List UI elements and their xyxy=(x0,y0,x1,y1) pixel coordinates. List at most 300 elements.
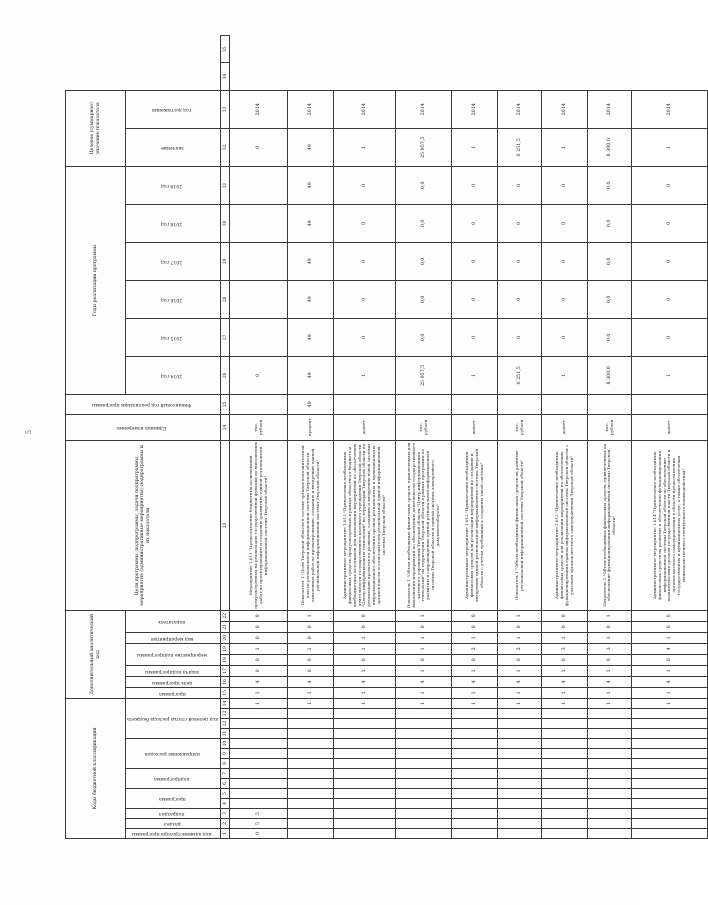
code-cell: 1 xyxy=(632,698,708,708)
code-cell: 0 xyxy=(230,829,288,839)
year-value-cell xyxy=(230,166,288,204)
razdel-header: раздел xyxy=(126,819,221,829)
code-cell xyxy=(396,769,452,779)
code-cell: 1 xyxy=(588,687,632,698)
table-row xyxy=(588,36,632,839)
year-value-cell: 0 xyxy=(334,166,396,204)
code-cell: 1 xyxy=(396,610,452,621)
code-cell: 0 xyxy=(334,621,396,632)
column-number: 7 xyxy=(221,769,230,779)
code-cell: 1 xyxy=(452,632,498,643)
mto-type-header: вид мероприятия xyxy=(126,632,221,643)
code-cell: 0 xyxy=(632,654,708,665)
code-cell xyxy=(542,779,588,789)
code-cell: 1 xyxy=(288,698,334,708)
code-cell xyxy=(452,749,498,759)
code-cell: 0 xyxy=(498,654,542,665)
unit-cell: да/нет xyxy=(542,414,588,440)
year-value-cell: 0,0 xyxy=(588,242,632,280)
year-value-cell: 0 xyxy=(542,280,588,318)
code-cell: 3 xyxy=(542,643,588,654)
year-value-cell: 0 xyxy=(452,166,498,204)
year-value-cell: 1 xyxy=(452,356,498,394)
code-cell xyxy=(288,829,334,839)
code-cell xyxy=(588,809,632,819)
final-value-cell: 8 300,0 xyxy=(588,128,632,166)
year-value-cell: 0 xyxy=(334,280,396,318)
code-cell xyxy=(396,749,452,759)
code-cell: 1 xyxy=(498,665,542,676)
final-value-cell: 6 251,5 xyxy=(498,128,542,166)
code-cell: 1 xyxy=(334,698,396,708)
code-cell xyxy=(542,739,588,749)
code-cell xyxy=(452,789,498,799)
code-cell xyxy=(588,799,632,809)
code-cell: 1 xyxy=(334,665,396,676)
code-cell xyxy=(498,749,542,759)
code-cell xyxy=(334,729,396,739)
year-value-cell: 0 xyxy=(542,318,588,356)
code-cell: 4 xyxy=(452,676,498,687)
code-cell: 0 xyxy=(288,621,334,632)
column-number: 3 xyxy=(221,809,230,819)
code-cell xyxy=(452,829,498,839)
year-2016-header: 2016 год xyxy=(126,280,221,318)
code-cell xyxy=(288,769,334,779)
unit-cell: тыс. рублей xyxy=(588,414,632,440)
year-value-cell: 0 xyxy=(452,242,498,280)
column-number: 2 xyxy=(221,819,230,829)
code-cell: 1 xyxy=(334,643,396,654)
year-value-cell: 0,0 xyxy=(588,166,632,204)
year-value-cell: 0 xyxy=(498,280,542,318)
goal-description: Показатель 1 "Объем необходимых финансовых средств, привлеченных на обеспечение функционирования информационной системы Тверской области" xyxy=(588,440,632,610)
final-year-cell: 2014 xyxy=(588,90,632,128)
code-cell: 1 xyxy=(396,643,452,654)
year-value-cell: 49 xyxy=(288,280,334,318)
code-cell xyxy=(288,809,334,819)
table-row xyxy=(452,36,498,839)
column-number: 30 xyxy=(221,204,230,242)
unit-cell: да/нет xyxy=(334,414,396,440)
code-cell: 1 xyxy=(452,687,498,698)
code-cell xyxy=(396,789,452,799)
code-cell xyxy=(288,759,334,769)
column-number: 22 xyxy=(221,610,230,621)
code-cell xyxy=(230,799,288,809)
year-value-cell: 1 xyxy=(542,356,588,394)
code-cell xyxy=(498,719,542,729)
column-number: 21 xyxy=(221,621,230,632)
code-cell: 1 xyxy=(288,610,334,621)
table-row xyxy=(632,36,708,839)
code-cell xyxy=(542,719,588,729)
year-value-cell: 0,0 xyxy=(588,280,632,318)
column-number: 10 xyxy=(221,739,230,749)
code-cell: 4 xyxy=(632,643,708,654)
code-cell: 1 xyxy=(230,698,288,708)
year-value-cell: 1 xyxy=(632,356,708,394)
code-cell xyxy=(334,769,396,779)
code-cell xyxy=(498,829,542,839)
cs-program-header: программа xyxy=(126,789,221,809)
code-cell xyxy=(588,739,632,749)
unit-cell: тыс. рублей xyxy=(230,414,288,440)
code-cell: 1 xyxy=(588,610,632,621)
code-cell xyxy=(632,829,708,839)
column-number: 14 xyxy=(221,698,230,708)
year-value-cell: 0 xyxy=(498,204,542,242)
code-cell: 4 xyxy=(632,676,708,687)
year-value-cell: 0 xyxy=(542,166,588,204)
code-cell xyxy=(334,799,396,809)
program-indicators-table xyxy=(65,35,708,839)
code-cell: 4 xyxy=(230,676,288,687)
year-value-cell: 0 xyxy=(632,280,708,318)
code-cell xyxy=(588,779,632,789)
column-number: 6 xyxy=(221,779,230,789)
code-cell: 1 xyxy=(542,665,588,676)
table-row xyxy=(396,36,452,839)
podrazdel-header: подраздел xyxy=(126,809,221,819)
year-value-cell: 0 xyxy=(334,242,396,280)
code-cell: 1 xyxy=(452,698,498,708)
code-cell xyxy=(542,819,588,829)
code-cell xyxy=(396,709,452,719)
code-cell: 0 xyxy=(498,621,542,632)
year-value-cell: 49 xyxy=(288,356,334,394)
goal-description: Показатель 1 "Объем необходимых финансовых средств на развитие региональной информационной системы Тверской области" xyxy=(498,440,542,610)
table-row xyxy=(334,36,396,839)
final-value-cell: 0 xyxy=(230,128,288,166)
mto-program-header: программа xyxy=(126,687,221,698)
code-cell xyxy=(498,709,542,719)
code-cell xyxy=(288,749,334,759)
final-value-cell: 49 xyxy=(288,128,334,166)
final-year-cell: 2014 xyxy=(542,90,588,128)
unit-cell: да/нет xyxy=(452,414,498,440)
year-value-cell: 0,0 xyxy=(396,204,452,242)
code-cell: 0 xyxy=(288,632,334,643)
code-cell: 1 xyxy=(334,687,396,698)
code-cell xyxy=(542,759,588,769)
code-cell xyxy=(230,709,288,719)
code-cell xyxy=(498,819,542,829)
column-number: 12 xyxy=(221,719,230,729)
code-cell: 1 xyxy=(288,643,334,654)
code-cell: 1 xyxy=(498,687,542,698)
code-cell xyxy=(542,809,588,819)
goal-description: Мероприятие 1.011 "Предоставление бюджетных ассигнований предусмотренных на реализацию государственной функции по выполнению работ по проектированию и созданию (развитию) единой региональной информационной системы Тверской области" xyxy=(230,440,288,610)
final-year-cell: 2014 xyxy=(288,90,334,128)
code-cell xyxy=(396,759,452,769)
column-number: 32 xyxy=(221,128,230,166)
column-number: 4 xyxy=(221,799,230,809)
code-cell xyxy=(334,809,396,819)
code-cell xyxy=(632,779,708,789)
code-cell xyxy=(498,769,542,779)
code-cell xyxy=(288,719,334,729)
admin-code-header: код администратора программы xyxy=(126,829,221,839)
code-cell: 0 xyxy=(632,621,708,632)
year-value-cell: 8 300,0 xyxy=(588,356,632,394)
code-cell: 0 xyxy=(542,621,588,632)
code-cell xyxy=(632,729,708,739)
year-value-cell: 0 xyxy=(498,318,542,356)
mto-task-sub-header: задача подпрограммы xyxy=(126,665,221,676)
column-number: 15 xyxy=(221,687,230,698)
year-value-cell: 0 xyxy=(452,280,498,318)
column-number: 17 xyxy=(221,665,230,676)
code-cell xyxy=(498,759,542,769)
year-value-cell: 6 251,5 xyxy=(498,356,542,394)
year-value-cell: 49 xyxy=(288,204,334,242)
code-cell xyxy=(288,779,334,789)
code-cell xyxy=(230,719,288,729)
code-cell: 4 xyxy=(396,676,452,687)
year-value-cell xyxy=(230,242,288,280)
code-cell xyxy=(334,789,396,799)
year-value-cell: 49 xyxy=(288,318,334,356)
code-cell: 1 xyxy=(588,698,632,708)
code-cell xyxy=(396,829,452,839)
column-number: 8 xyxy=(221,759,230,769)
code-cell: 3 xyxy=(588,643,632,654)
column-number: 24 xyxy=(221,414,230,440)
year-value-cell xyxy=(230,280,288,318)
code-cell: 1 xyxy=(230,687,288,698)
code-cell xyxy=(396,779,452,789)
year-value-cell: 0 xyxy=(452,318,498,356)
year-value-cell: 0,0 xyxy=(396,166,452,204)
code-cell: 5 xyxy=(230,809,288,819)
table-row xyxy=(542,36,588,839)
code-cell: 1 xyxy=(396,632,452,643)
column-number: 26 xyxy=(221,356,230,394)
code-cell: 0 xyxy=(396,654,452,665)
code-cell xyxy=(498,809,542,819)
code-cell: 1 xyxy=(632,665,708,676)
column-number: 16 xyxy=(221,676,230,687)
cs-direction-header: направление расходов xyxy=(126,739,221,769)
column-number: 34 xyxy=(221,63,230,90)
year-value-cell: 0 xyxy=(632,204,708,242)
code-cell: 0 xyxy=(288,654,334,665)
code-cell xyxy=(452,739,498,749)
code-cell xyxy=(230,789,288,799)
code-cell: 0 xyxy=(588,654,632,665)
year-value-cell: 0 xyxy=(230,356,288,394)
final-value-cell: 25 957,5 xyxy=(396,128,452,166)
code-cell xyxy=(334,749,396,759)
final-value-header: Целевое (суммарное) значение показателя xyxy=(66,90,126,166)
code-cell xyxy=(498,779,542,789)
code-cell xyxy=(588,729,632,739)
code-cell xyxy=(334,819,396,829)
code-cell xyxy=(288,729,334,739)
year-value-cell: 1 xyxy=(334,356,396,394)
code-cell: 1 xyxy=(588,665,632,676)
year-value-cell: 0 xyxy=(452,204,498,242)
cs-subprogram-header: подпрограмма xyxy=(126,769,221,789)
code-cell xyxy=(230,769,288,779)
column-number: 35 xyxy=(221,36,230,63)
code-cell: 1 xyxy=(632,632,708,643)
code-cell xyxy=(334,759,396,769)
final-year-subheader: год достижения xyxy=(126,90,221,128)
code-cell xyxy=(632,739,708,749)
final-year-cell: 2014 xyxy=(632,90,708,128)
column-number: 13 xyxy=(221,709,230,719)
code-cell xyxy=(452,819,498,829)
code-cell xyxy=(396,729,452,739)
year-value-cell: 25 957,5 xyxy=(396,356,452,394)
goal-description: Административное мероприятие 1.013 "Привлечение необходимых финансовых средств для реализации мероприятий по обеспечению функционирования единой информационной системы Тверской области с участием органов местного самоуправления Тверской области" xyxy=(542,440,588,610)
year-value-cell: 0 xyxy=(498,166,542,204)
code-cell xyxy=(288,709,334,719)
code-cell: 0 xyxy=(632,610,708,621)
code-cell: 0 xyxy=(230,610,288,621)
code-cell: 1 xyxy=(230,643,288,654)
column-number: 31 xyxy=(221,166,230,204)
column-number: 29 xyxy=(221,242,230,280)
code-cell: 1 xyxy=(396,687,452,698)
final-year-cell: 2014 xyxy=(334,90,396,128)
code-cell xyxy=(396,739,452,749)
final-year-cell: 2014 xyxy=(498,90,542,128)
column-number: 5 xyxy=(221,789,230,799)
year-2014-header: 2014 год xyxy=(126,356,221,394)
final-year-cell: 2014 xyxy=(452,90,498,128)
year-value-cell: 0,0 xyxy=(588,204,632,242)
code-cell xyxy=(542,829,588,839)
code-cell: 1 xyxy=(542,687,588,698)
year-value-cell: 0 xyxy=(334,318,396,356)
finance-year-cell: 49 xyxy=(288,394,334,414)
code-cell: 0 xyxy=(542,654,588,665)
year-2018-header: 2018 год xyxy=(126,204,221,242)
finance-year-cell xyxy=(452,394,498,414)
code-cell xyxy=(588,829,632,839)
code-cell xyxy=(396,799,452,809)
code-cell: 0 xyxy=(230,621,288,632)
code-cell xyxy=(452,799,498,809)
final-value-cell: 1 xyxy=(542,128,588,166)
code-cell xyxy=(632,809,708,819)
budget-codes-header: Коды бюджетной классификации xyxy=(66,698,126,838)
finance-year-cell xyxy=(230,394,288,414)
finance-year-cell xyxy=(334,394,396,414)
code-cell xyxy=(452,759,498,769)
final-value-subheader: значение xyxy=(126,128,221,166)
final-year-cell: 2014 xyxy=(230,90,288,128)
year-value-cell xyxy=(230,204,288,242)
code-cell xyxy=(396,809,452,819)
unit-header: Единица измерения xyxy=(66,414,221,440)
code-cell xyxy=(542,729,588,739)
final-value-cell: 1 xyxy=(452,128,498,166)
final-year-cell: 2014 xyxy=(396,90,452,128)
finance-year-header: Финансовый год реализации программы xyxy=(66,394,221,414)
code-cell: 4 xyxy=(588,676,632,687)
code-cell xyxy=(334,739,396,749)
code-cell xyxy=(632,799,708,809)
finance-year-cell xyxy=(396,394,452,414)
code-cell xyxy=(230,759,288,769)
code-cell: 1 xyxy=(396,665,452,676)
code-cell: 0 xyxy=(452,654,498,665)
column-number: 9 xyxy=(221,749,230,759)
year-value-cell: 0,0 xyxy=(588,318,632,356)
final-value-cell: 1 xyxy=(632,128,708,166)
mto-code-header: показатель xyxy=(126,610,221,632)
year-2017-header: 2017 год xyxy=(126,242,221,280)
code-cell: 2 xyxy=(498,643,542,654)
code-cell xyxy=(632,749,708,759)
code-cell xyxy=(588,759,632,769)
code-cell: 1 xyxy=(288,687,334,698)
code-cell xyxy=(498,799,542,809)
column-number: 28 xyxy=(221,280,230,318)
code-cell xyxy=(542,789,588,799)
code-cell: 1 xyxy=(396,698,452,708)
column-number: 33 xyxy=(221,90,230,128)
code-cell xyxy=(542,769,588,779)
code-cell xyxy=(452,809,498,819)
code-cell xyxy=(632,709,708,719)
table-row xyxy=(230,36,288,839)
code-cell xyxy=(230,779,288,789)
year-value-cell: 0 xyxy=(632,318,708,356)
column-number: 27 xyxy=(221,318,230,356)
code-cell xyxy=(334,719,396,729)
code-cell: 0 xyxy=(588,621,632,632)
finance-year-cell xyxy=(542,394,588,414)
code-cell: 4 xyxy=(334,676,396,687)
code-cell xyxy=(588,719,632,729)
code-cell xyxy=(542,799,588,809)
code-cell xyxy=(588,819,632,829)
code-cell: 0 xyxy=(288,665,334,676)
final-value-cell: 1 xyxy=(334,128,396,166)
code-cell xyxy=(230,739,288,749)
year-value-cell: 0 xyxy=(632,166,708,204)
finance-year-cell xyxy=(588,394,632,414)
code-cell xyxy=(288,739,334,749)
year-value-cell: 0,0 xyxy=(396,280,452,318)
code-cell: 0 xyxy=(452,621,498,632)
year-value-cell: 0 xyxy=(542,242,588,280)
code-cell xyxy=(542,709,588,719)
year-value-cell: 0 xyxy=(334,204,396,242)
code-cell: 0 xyxy=(396,621,452,632)
code-cell xyxy=(452,719,498,729)
year-2015-header: 2015 год xyxy=(126,318,221,356)
code-cell: 1 xyxy=(498,632,542,643)
code-cell: 1 xyxy=(542,698,588,708)
code-cell: 0 xyxy=(230,654,288,665)
code-cell xyxy=(632,819,708,829)
column-number: 1 xyxy=(221,829,230,839)
unit-cell: тыс. рублей xyxy=(396,414,452,440)
code-cell xyxy=(498,739,542,749)
code-cell xyxy=(230,749,288,759)
code-cell: 4 xyxy=(542,676,588,687)
code-cell xyxy=(288,789,334,799)
code-cell: 5 xyxy=(230,819,288,829)
code-cell: 1 xyxy=(498,610,542,621)
code-cell: 4 xyxy=(498,676,542,687)
